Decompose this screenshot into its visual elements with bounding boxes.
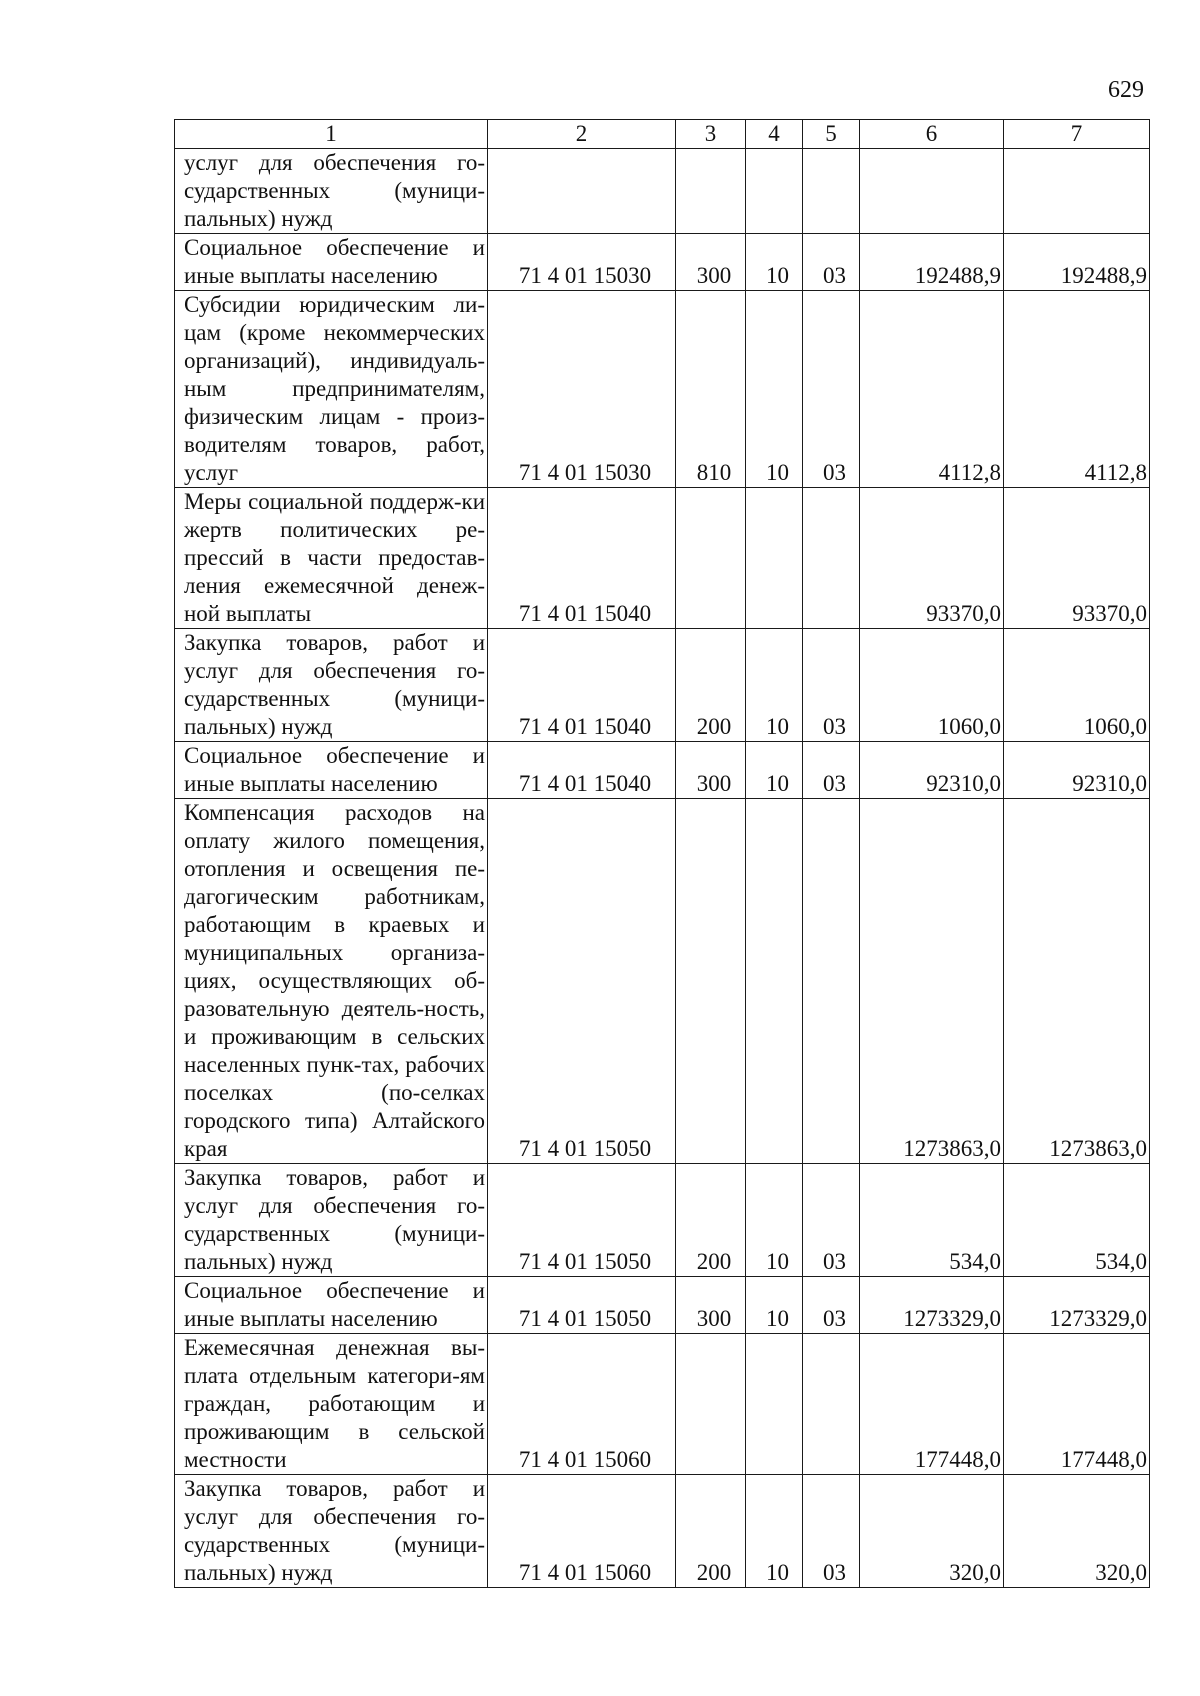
row-code: 71 4 01 15030 bbox=[488, 291, 676, 488]
row-code: 71 4 01 15050 bbox=[488, 799, 676, 1164]
row-col-3 bbox=[676, 488, 746, 629]
row-col-6-amount: 177448,0 bbox=[860, 1334, 1004, 1475]
row-col-7-amount: 1273863,0 bbox=[1004, 799, 1150, 1164]
header-col-4: 4 bbox=[746, 120, 803, 149]
row-col-5: 03 bbox=[803, 1277, 860, 1334]
row-col-4: 10 bbox=[746, 234, 803, 291]
table-body bbox=[175, 149, 1150, 1588]
table-row bbox=[175, 1164, 1150, 1277]
row-col-6-amount: 534,0 bbox=[860, 1164, 1004, 1277]
table-row bbox=[175, 1277, 1150, 1334]
row-description: Социальное обеспечение и иные выплаты населению bbox=[175, 1277, 488, 1334]
row-col-7-amount: 534,0 bbox=[1004, 1164, 1150, 1277]
budget-table bbox=[174, 119, 1150, 1588]
row-col-4 bbox=[746, 799, 803, 1164]
row-col-5 bbox=[803, 1334, 860, 1475]
header-col-3: 3 bbox=[676, 120, 746, 149]
row-col-5: 03 bbox=[803, 234, 860, 291]
row-description: Закупка товаров, работ и услуг для обеспечения го-сударственных (муници-пальных) нужд bbox=[175, 1475, 488, 1588]
row-col-4: 10 bbox=[746, 629, 803, 742]
row-col-7-amount: 1060,0 bbox=[1004, 629, 1150, 742]
row-col-6-amount: 1060,0 bbox=[860, 629, 1004, 742]
row-col-7-amount: 320,0 bbox=[1004, 1475, 1150, 1588]
row-col-7-amount: 93370,0 bbox=[1004, 488, 1150, 629]
row-col-5: 03 bbox=[803, 629, 860, 742]
table-row bbox=[175, 629, 1150, 742]
row-col-6-amount: 320,0 bbox=[860, 1475, 1004, 1588]
row-code: 71 4 01 15040 bbox=[488, 629, 676, 742]
row-col-6-amount: 93370,0 bbox=[860, 488, 1004, 629]
row-description: Компенсация расходов на оплату жилого помещения, отопления и освещения пе-дагогическим работникам, работающим в краевых и муниципальных организа-циях, осуществляющих об-разовательную деятель-ность, и проживающим в сельских населенных пунк-тах, рабочих поселках (по-селках городского типа) Алтайского края bbox=[175, 799, 488, 1164]
row-col-7-amount: 177448,0 bbox=[1004, 1334, 1150, 1475]
row-col-4: 10 bbox=[746, 1277, 803, 1334]
row-description: Социальное обеспечение и иные выплаты населению bbox=[175, 234, 488, 291]
row-description: Субсидии юридическим ли-цам (кроме некоммерческих организаций), индивидуаль-ным предпринимателям, физическим лицам - произ-водителям товаров, работ, услуг bbox=[175, 291, 488, 488]
row-code: 71 4 01 15050 bbox=[488, 1164, 676, 1277]
table-row bbox=[175, 291, 1150, 488]
row-col-3: 200 bbox=[676, 1164, 746, 1277]
row-col-3: 300 bbox=[676, 1277, 746, 1334]
row-description: Меры социальной поддерж-ки жертв политических ре-прессий в части предостав-ления ежемесячной денеж-ной выплаты bbox=[175, 488, 488, 629]
row-description: Ежемесячная денежная вы-плата отдельным категори-ям граждан, работающим и проживающим в сельской местности bbox=[175, 1334, 488, 1475]
header-col-6: 6 bbox=[860, 120, 1004, 149]
row-col-5: 03 bbox=[803, 291, 860, 488]
row-description: услуг для обеспечения го-сударственных (муници-пальных) нужд bbox=[175, 149, 488, 234]
row-col-5 bbox=[803, 799, 860, 1164]
row-col-6-amount: 4112,8 bbox=[860, 291, 1004, 488]
row-col-3: 200 bbox=[676, 1475, 746, 1588]
row-code: 71 4 01 15030 bbox=[488, 234, 676, 291]
row-code bbox=[488, 149, 676, 234]
row-col-7-amount: 4112,8 bbox=[1004, 291, 1150, 488]
row-col-3 bbox=[676, 799, 746, 1164]
row-col-6-amount: 192488,9 bbox=[860, 234, 1004, 291]
table-row bbox=[175, 234, 1150, 291]
header-col-2: 2 bbox=[488, 120, 676, 149]
row-col-3: 200 bbox=[676, 629, 746, 742]
row-code: 71 4 01 15060 bbox=[488, 1334, 676, 1475]
page-number: 629 bbox=[1108, 77, 1144, 103]
row-col-4 bbox=[746, 149, 803, 234]
row-code: 71 4 01 15050 bbox=[488, 1277, 676, 1334]
row-col-4: 10 bbox=[746, 291, 803, 488]
row-col-6-amount: 92310,0 bbox=[860, 742, 1004, 799]
row-col-5 bbox=[803, 488, 860, 629]
row-code: 71 4 01 15040 bbox=[488, 742, 676, 799]
row-col-7-amount bbox=[1004, 149, 1150, 234]
table-row bbox=[175, 1475, 1150, 1588]
row-col-3 bbox=[676, 1334, 746, 1475]
header-row bbox=[175, 120, 1150, 149]
table-row bbox=[175, 1334, 1150, 1475]
table-row bbox=[175, 149, 1150, 234]
header-col-5: 5 bbox=[803, 120, 860, 149]
row-col-4 bbox=[746, 1334, 803, 1475]
row-code: 71 4 01 15040 bbox=[488, 488, 676, 629]
header-col-7: 7 bbox=[1004, 120, 1150, 149]
row-col-4: 10 bbox=[746, 1475, 803, 1588]
table-row bbox=[175, 488, 1150, 629]
row-col-3: 300 bbox=[676, 742, 746, 799]
table-header bbox=[175, 120, 1150, 149]
row-col-7-amount: 1273329,0 bbox=[1004, 1277, 1150, 1334]
table-row bbox=[175, 742, 1150, 799]
row-col-3 bbox=[676, 149, 746, 234]
row-col-5: 03 bbox=[803, 742, 860, 799]
row-description: Закупка товаров, работ и услуг для обеспечения го-сударственных (муници-пальных) нужд bbox=[175, 629, 488, 742]
row-col-3: 300 bbox=[676, 234, 746, 291]
row-col-6-amount: 1273863,0 bbox=[860, 799, 1004, 1164]
row-col-6-amount: 1273329,0 bbox=[860, 1277, 1004, 1334]
row-col-7-amount: 92310,0 bbox=[1004, 742, 1150, 799]
row-col-5: 03 bbox=[803, 1475, 860, 1588]
row-col-5: 03 bbox=[803, 1164, 860, 1277]
header-col-1: 1 bbox=[175, 120, 488, 149]
row-col-3: 810 bbox=[676, 291, 746, 488]
row-col-4: 10 bbox=[746, 742, 803, 799]
table-row bbox=[175, 799, 1150, 1164]
row-col-7-amount: 192488,9 bbox=[1004, 234, 1150, 291]
row-description: Закупка товаров, работ и услуг для обеспечения го-сударственных (муници-пальных) нужд bbox=[175, 1164, 488, 1277]
row-col-5 bbox=[803, 149, 860, 234]
row-col-4 bbox=[746, 488, 803, 629]
row-code: 71 4 01 15060 bbox=[488, 1475, 676, 1588]
row-description: Социальное обеспечение и иные выплаты населению bbox=[175, 742, 488, 799]
row-col-4: 10 bbox=[746, 1164, 803, 1277]
row-col-6-amount bbox=[860, 149, 1004, 234]
